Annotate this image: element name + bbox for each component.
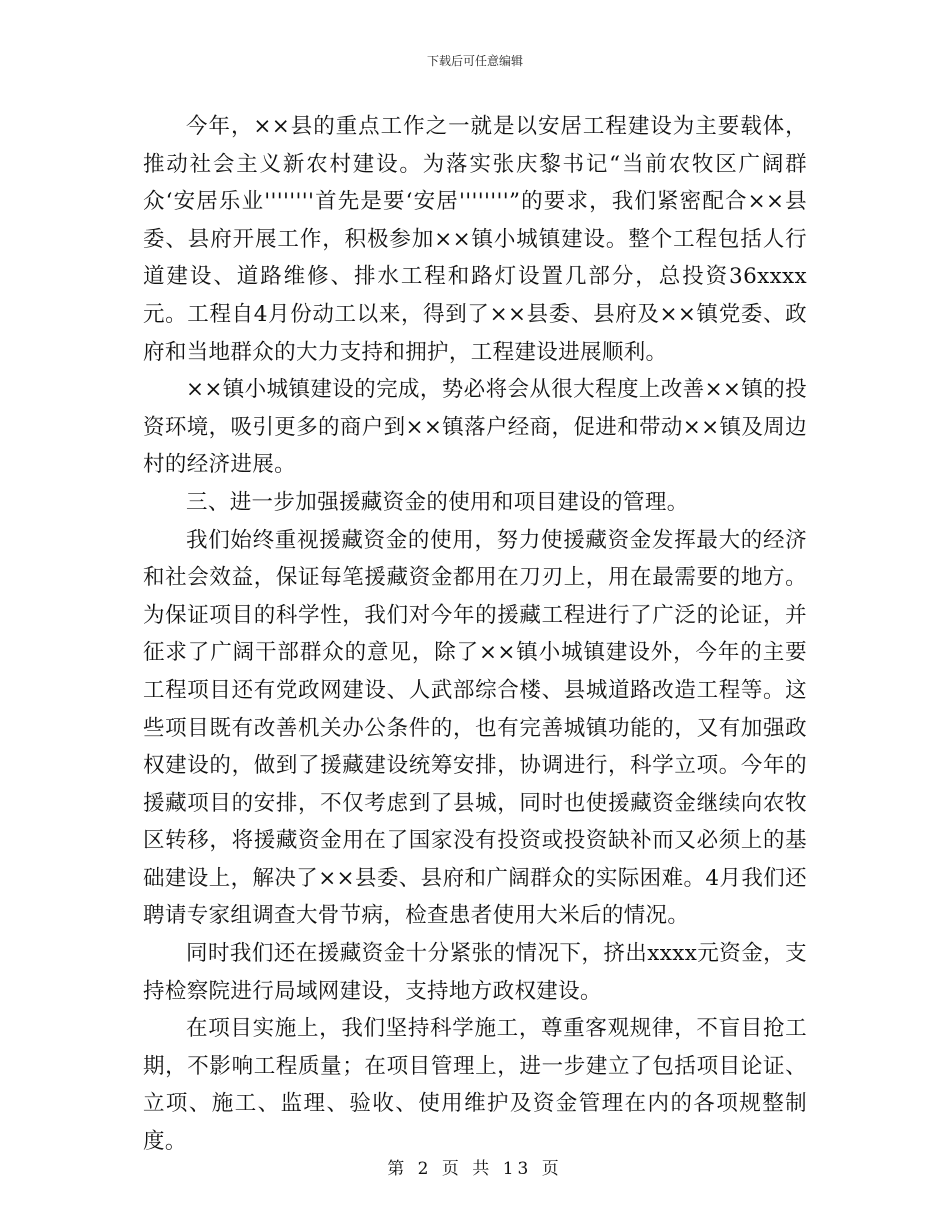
page-number-footer: 第 2 页 共 13 页 bbox=[387, 1159, 563, 1179]
section-heading: 三、进一步加强援藏资金的使用和项目建设的管理。 bbox=[186, 489, 689, 515]
paragraph: 我们始终重视援藏资金的使用，努力使援藏资金发挥最大的经济和社会效益，保证每笔援藏资金都用在刀刃上，用在最需要的地方。为保证项目的科学性，我们对今年的援藏工程进行了广泛的论证，并征求了广阔干部群众的意见，除了××镇小城镇建设外，今年的主要工程项目还有党政网建设、人武部综合楼、县城道路改造工程等。这些项目既有改善机关办公条件的，也有完善城镇功能的，又有加强政权建设的，做到了援藏建设统筹安排，协调进行，科学立项。今年的援藏项目的安排，不仅考虑到了县城，同时也使援藏资金继续向农牧区转移，将援藏资金用在了国家没有投资或投资缺补而又必须上的基础建设上，解决了××县委、县府和广阔群众的实际困难。4月我们还聘请专家组调查大骨节病，检查患者使用大米后的情况。 bbox=[143, 527, 807, 929]
paragraph: 今年，××县的重点工作之一就是以安居工程建设为主要载体，推动社会主义新农村建设。为落实张庆黎书记“当前农牧区广阔群众‘安居乐业''''''''首先是要‘安居''''''''”的要求，我们紧密配合××县委、县府开展工作，积极参加××镇小城镇建设。整个工程包括人行道建设、道路维修、排水工程和路灯设置几部分，总投资36xxxx元。工程自4月份动工以来，得到了××县委、县府及××镇党委、政府和当地群众的大力支持和拥护，工程建设进展顺利。 bbox=[143, 114, 807, 365]
paragraph: ××镇小城镇建设的完成，势必将会从很大程度上改善××镇的投资环境，吸引更多的商户到××镇落户经商，促进和带动××镇及周边村的经济进展。 bbox=[143, 377, 807, 478]
document-body bbox=[143, 108, 807, 1161]
page-header: 下载后可任意编辑 bbox=[426, 54, 523, 68]
paragraph: 在项目实施上，我们坚持科学施工，尊重客观规律，不盲目抢工期，不影响工程质量；在项目管理上，进一步建立了包括项目论证、立项、施工、监理、验收、使用维护及资金管理在内的各项规整制度。 bbox=[143, 1016, 807, 1155]
paragraph: 同时我们还在援藏资金十分紧张的情况下，挤出xxxx元资金，支持检察院进行局域网建设，支持地方政权建设。 bbox=[143, 941, 807, 1004]
